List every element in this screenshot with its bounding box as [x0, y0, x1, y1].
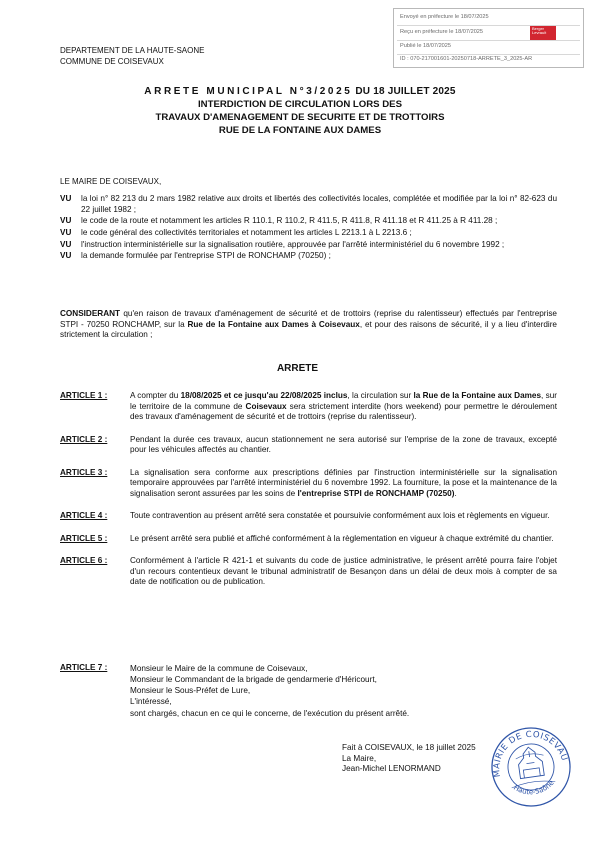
article-text: Le présent arrêté sera publié et affiché conformément à la règlementation en vigueur à chaque extrémité du chantier. [130, 533, 554, 543]
recipient-line: L'intéressé, [130, 697, 172, 707]
article-label: ARTICLE 5 : [60, 533, 108, 543]
article-company: l'entreprise STPI de RONCHAMP (70250) [297, 488, 455, 498]
article-text: . [454, 488, 457, 498]
article-text: , la circulation sur [347, 391, 414, 400]
article-label: ARTICLE 6 : [60, 556, 108, 565]
stamp-sent-line: Envoyé en préfecture le 18/07/2025 [400, 14, 489, 20]
title-subject-line-1: INTERDICTION DE CIRCULATION LORS DES [198, 98, 402, 110]
vu-text: la demande formulée par l'entreprise STPI de RONCHAMP (70250) ; [81, 251, 331, 261]
departement-name: DEPARTEMENT DE LA HAUTE-SAONE [60, 46, 205, 55]
title-subject-line-3: RUE DE LA FONTAINE AUX DAMES [218, 124, 382, 136]
arrete-number: ARRETE MUNICIPAL N°3/2025 [144, 86, 353, 97]
article-label: ARTICLE 3 : [60, 467, 108, 477]
stamp-published-line: Publié le 18/07/2025 [400, 43, 452, 49]
vu-keyword: VU [60, 194, 72, 203]
commune-name: COMMUNE DE COISEVAUX [60, 56, 164, 66]
article-7 [60, 663, 107, 674]
article-1 [60, 391, 557, 423]
considerant-paragraph [60, 309, 557, 341]
arrete-date: DU 18 JUILLET 2025 [355, 86, 456, 97]
svg-text:MAIRIE DE COISEVAUX: MAIRIE DE COISEVAUX [492, 729, 570, 778]
article-text: Pendant la durée ces travaux, aucun stationnement ne sera autorisé sur l'emprise de la zone de travaux, excepté pour les véhicules affectés au chantier. [130, 434, 557, 454]
article-street: la Rue de la Fontaine aux Dames [413, 391, 542, 400]
article-text: A compter du [130, 391, 181, 400]
signature-block [342, 743, 476, 775]
article-4 [60, 511, 557, 522]
vu-text: le code de la route et notamment les articles R 110.1, R 110.2, R 411.5, R 411.8, R 411.18 et R 411.25 à R 411.28 ; [81, 216, 498, 226]
article-3 [60, 468, 557, 500]
vu-item [60, 216, 557, 227]
stamp-separator [397, 54, 580, 55]
document-header [60, 46, 204, 68]
signatory-role: La Maire, [342, 753, 377, 763]
article-6 [60, 556, 557, 588]
vu-text: le code général des collectivités territoriales et notamment les articles L 2213.1 à L 2213.6 ; [81, 227, 412, 237]
stamp-separator [397, 40, 580, 41]
vu-item [60, 251, 557, 262]
mairie-seal-icon [489, 725, 573, 809]
considerant-text: , et pour des raisons de sécurité, il y a lieu d'interdire strictement la circulation ; [60, 319, 557, 339]
vu-keyword: VU [60, 251, 72, 261]
vu-keyword: VU [60, 216, 72, 226]
considerant-street: Rue de la Fontaine aux Dames à Coisevaux [187, 319, 360, 329]
article-dates: 18/08/2025 et ce jusqu'au 22/08/2025 inclus [180, 391, 348, 400]
articles-list [60, 391, 557, 600]
vu-item [60, 194, 557, 215]
article-label: ARTICLE 4 : [60, 511, 108, 520]
article-2 [60, 435, 557, 456]
article-text: Toute contravention au présent arrêté sera constatée et poursuivie conformément aux lois et règlements en vigueur. [130, 511, 550, 520]
berger-levrault-logo: Berger Levrault [530, 26, 556, 40]
stamp-id-line: ID : 070-217001601-20250718-ARRETE_3_2025-AR [400, 56, 533, 62]
article-commune: Coisevaux [245, 401, 287, 411]
recipients-list [130, 663, 409, 719]
recipient-line: Monsieur le Sous-Préfet de Lure, [130, 686, 251, 696]
recipient-line: Monsieur le Maire de la commune de Coisevaux, [130, 664, 308, 673]
considerant-text: qu'en raison de travaux d'aménagement de sécurité et de trottoirs (reprise du ralentisseur) effectués par l'entreprise STPI - 70250 RONCHAMP, sur la [60, 309, 557, 329]
vu-item [60, 228, 557, 239]
vu-list [60, 194, 557, 263]
article-text: sera strictement interdite (hors weekend) pour permettre le déroulement des travaux d'aménagement de sécurité et de trottoirs (reprise du ralentisseur). [130, 401, 557, 421]
vu-item [60, 240, 557, 251]
title-block [60, 86, 540, 138]
vu-keyword: VU [60, 227, 72, 237]
stamp-received-line: Reçu en préfecture le 18/07/2025 [400, 29, 484, 35]
mayor-intro: LE MAIRE DE COISEVAUX, [60, 177, 162, 186]
recipient-line: Monsieur le Commandant de la brigade de gendarmerie d'Héricourt, [130, 675, 377, 685]
article-label: ARTICLE 1 : [60, 391, 108, 400]
article-label: ARTICLE 7 : [60, 663, 108, 672]
prefecture-stamp-box [393, 8, 584, 68]
place-date: Fait à COISEVAUX, le 18 juillet 2025 [342, 743, 476, 752]
article-text: La signalisation sera conforme aux prescriptions définies par l'instruction interministérielle sur la signalisation temporaire approuvées par l'arrêté interministériel du 6 novembre 1992. La fourniture, la pose et la maintenance de la signalisation seront assurées par les soins de [130, 467, 557, 498]
svg-text:Haute-Saône: Haute-Saône [512, 778, 556, 797]
title-subject-line-2: TRAVAUX D'AMENAGEMENT DE SECURITE ET DE TROTTOIRS [155, 111, 445, 123]
article-text: Conformément à l'article R 421-1 et suivants du code de justice administrative, le présent arrêté pourra faire l'objet d'un recours contentieux devant le tribunal administratif de Besançon dans un délai de deux mois à compter de sa date de notification ou de publication. [130, 556, 557, 586]
vu-text: l'instruction interministérielle sur la signalisation routière, approuvée par l'arrêté interministériel du 6 novembre 1992 ; [81, 239, 505, 249]
considerant-keyword: CONSIDERANT [60, 309, 121, 318]
arrete-heading: ARRETE [276, 363, 319, 374]
vu-text: la loi n° 82 213 du 2 mars 1982 relative aux droits et libertés des collectivités locales, complétée et modifiée par la loi n° 82-623 du 22 juillet 1982 ; [81, 194, 557, 214]
article-label: ARTICLE 2 : [60, 434, 108, 444]
article-5 [60, 534, 557, 545]
recipient-line: sont chargés, chacun en ce qui le concerne, de l'exécution du présent arrêté. [130, 708, 410, 718]
vu-keyword: VU [60, 239, 72, 249]
article-text: , sur le territoire de la commune de [130, 391, 557, 411]
arrete-title-line [60, 86, 540, 99]
signatory-name: Jean-Michel LENORMAND [342, 764, 441, 774]
